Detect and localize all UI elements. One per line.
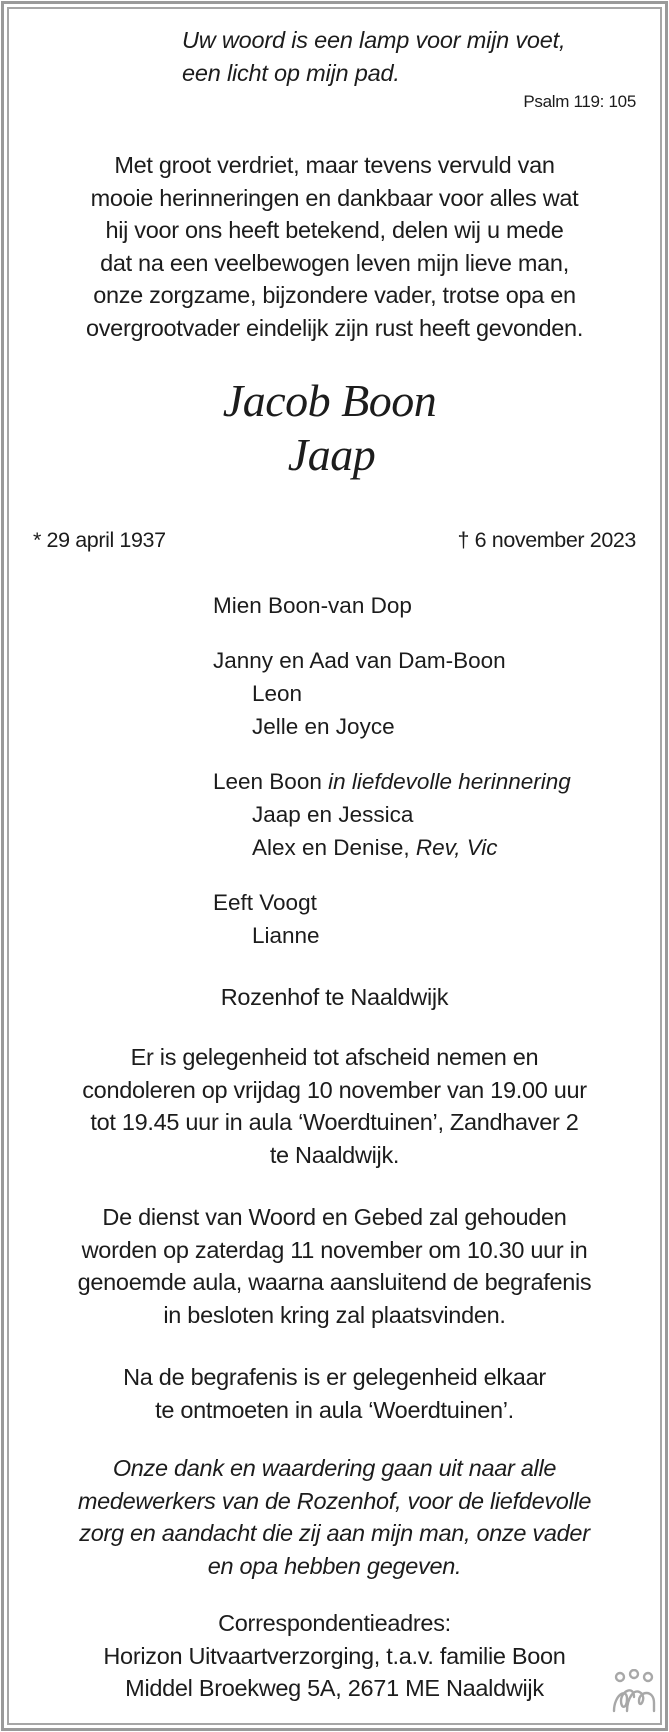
service-line: De dienst van Woord en Gebed zal gehouden xyxy=(102,1204,567,1230)
after-burial-info xyxy=(30,1361,639,1426)
visitation-info xyxy=(30,1041,639,1171)
correspondence-address xyxy=(30,1607,639,1705)
correspondence-line: Middel Broekweg 5A, 2671 ME Naaldwijk xyxy=(125,1675,544,1701)
deceased-name: Jacob Boon xyxy=(222,375,437,426)
family-head-row xyxy=(213,765,571,798)
visitation-line: tot 19.45 uur in aula ‘Woerdtuinen’, Zandhaver 2 xyxy=(90,1109,579,1135)
family-member: Alex en Denise, xyxy=(252,835,410,860)
intro-line: mooie herinneringen en dankbaar voor alles wat xyxy=(90,184,579,211)
after-burial-line: te ontmoeten in aula ‘Woerdtuinen’. xyxy=(155,1396,514,1423)
visitation-line: te Naaldwijk. xyxy=(269,1141,400,1168)
correspondence-label: Correspondentieadres: xyxy=(218,1610,451,1636)
death-date: † 6 november 2023 xyxy=(457,528,636,552)
place-of-death xyxy=(30,981,639,1014)
service-line: in besloten kring zal plaatsvinden. xyxy=(163,1301,506,1328)
service-line: genoemde aula, waarna aansluitend de begrafenis xyxy=(77,1269,592,1295)
service-line: worden op zaterdag 11 november om 10.30 uur in xyxy=(81,1236,588,1263)
birth-date: * 29 april 1937 xyxy=(33,528,166,552)
service-info xyxy=(30,1201,639,1331)
family-member: Lianne xyxy=(252,923,320,948)
announcement-intro xyxy=(30,149,639,344)
place-text: Rozenhof te Naaldwijk xyxy=(220,984,449,1010)
bible-verse-line: een licht op mijn pad. xyxy=(182,60,400,86)
family-member-note: Rev, Vic xyxy=(415,835,498,860)
intro-line: dat na een veelbewogen leven mijn lieve man, xyxy=(100,249,569,276)
bible-verse xyxy=(182,24,565,90)
thanks-line: medewerkers van de Rozenhof, voor de liefdevolle xyxy=(77,1487,592,1514)
family-member: Leon xyxy=(252,681,303,706)
family-group xyxy=(213,589,571,622)
family-list xyxy=(213,589,571,974)
after-burial-line: Na de begrafenis is er gelegenheid elkaar xyxy=(123,1364,546,1390)
family-head: Eeft Voogt xyxy=(213,890,317,915)
family-member: Jaap en Jessica xyxy=(252,802,414,827)
bible-verse-reference: Psalm 119: 105 xyxy=(523,92,636,111)
family-head-note: in liefdevolle herinnering xyxy=(328,769,571,794)
intro-line: Met groot verdriet, maar tevens vervuld van xyxy=(114,152,555,178)
family-group xyxy=(213,886,571,952)
family-head: Janny en Aad van Dam-Boon xyxy=(213,648,506,673)
family-head: Mien Boon-van Dop xyxy=(213,593,412,618)
family-group xyxy=(213,765,571,864)
correspondence-line: Horizon Uitvaartverzorging, t.a.v. familie Boon xyxy=(103,1642,566,1669)
family-member: Jelle en Joyce xyxy=(252,714,395,739)
intro-line: hij voor ons heeft betekend, delen wij u mede xyxy=(105,217,564,243)
thanks-line: en opa hebben gegeven. xyxy=(207,1552,462,1579)
intro-line: overgrootvader eindelijk zijn rust heeft gevonden. xyxy=(85,314,584,341)
visitation-line: Er is gelegenheid tot afscheid nemen en xyxy=(130,1044,539,1070)
thanks-line: zorg en aandacht die zij aan mijn man, onze vader xyxy=(79,1520,590,1546)
family-head: Leen Boon xyxy=(213,769,322,794)
family-group-icon xyxy=(611,1669,657,1715)
visitation-line: condoleren op vrijdag 10 november van 19.00 uur xyxy=(82,1076,587,1103)
thanks-note xyxy=(30,1452,639,1582)
thanks-line: Onze dank en waardering gaan uit naar alle xyxy=(112,1455,557,1481)
family-member-row xyxy=(213,831,571,864)
family-group xyxy=(213,644,571,743)
deceased-nickname: Jaap xyxy=(287,429,376,480)
bible-verse-line: Uw woord is een lamp voor mijn voet, xyxy=(182,27,566,53)
intro-line: onze zorgzame, bijzondere vader, trotse opa en xyxy=(93,282,576,308)
